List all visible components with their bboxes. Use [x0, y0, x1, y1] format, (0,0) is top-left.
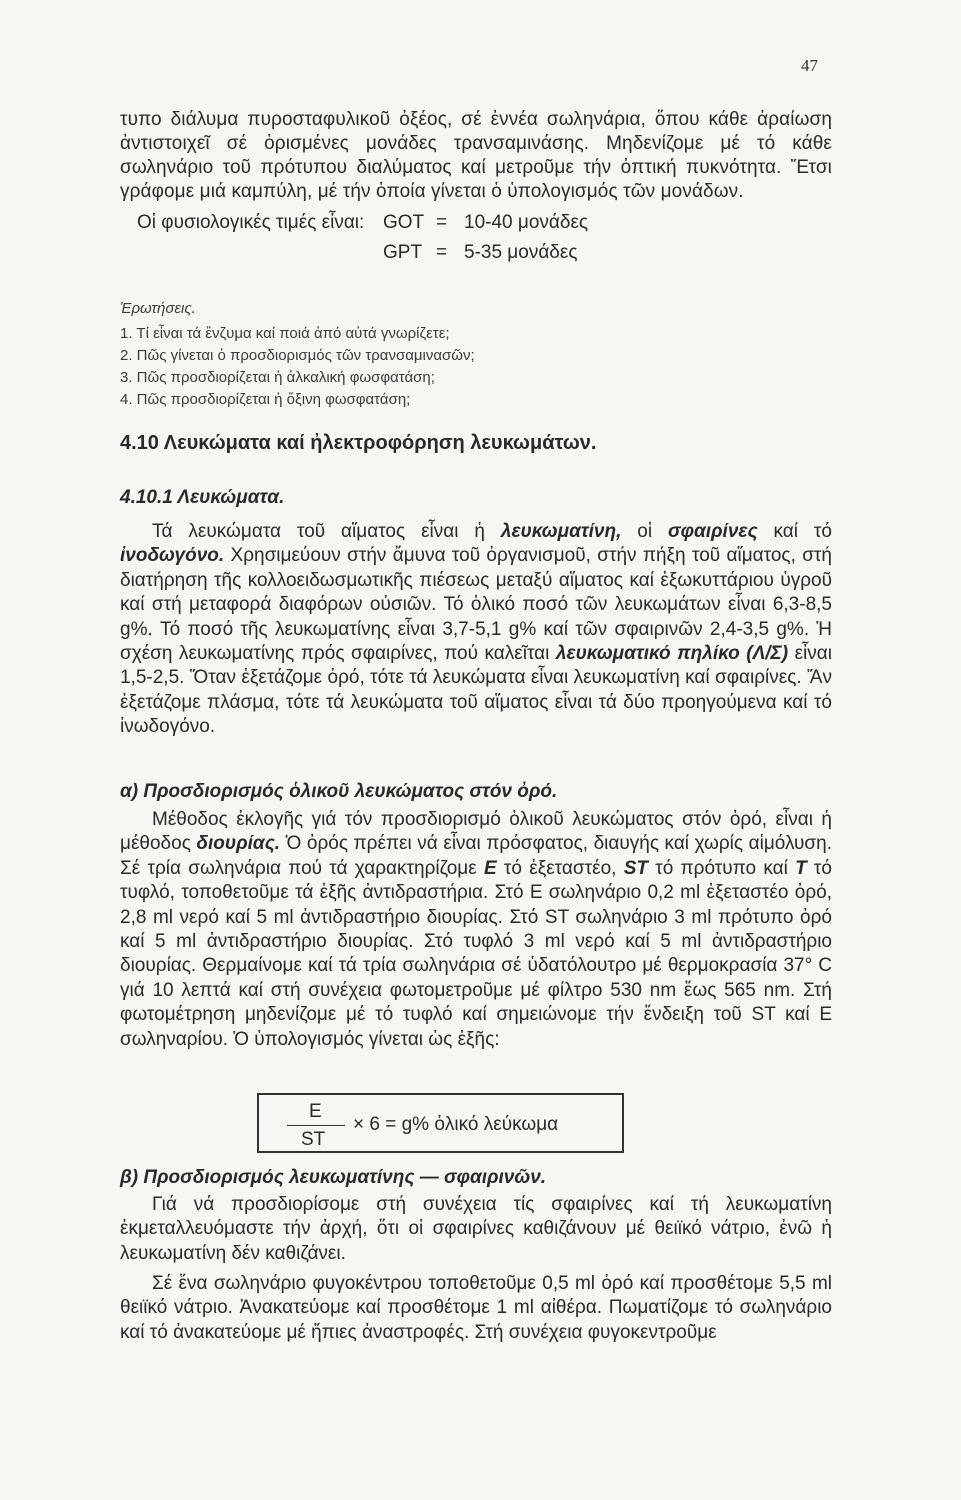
total-protein-paragraph [120, 808, 832, 1052]
enzyme-code: GOT [383, 212, 425, 233]
term-t: Τ [795, 857, 807, 879]
physiological-values-label: Οἱ φυσιολογικές τιμές εἶναι: [137, 212, 365, 233]
text-run: Γιά νά προσδιορίσομε στή συνέχεια τίς σφαιρίνες καί τή λευκωματίνη ἐκμεταλλευόμαστε τήν ἀρχή, ὅτι οἱ σφαιρίνες καθιζάνουν μέ θειϊκό νάτριο, ἐνῶ ἡ λευκωματίνη δέν καθιζάνει. [120, 1194, 832, 1264]
text-run: Σέ ἕνα σωληνάριο φυγοκέντρου τοποθετοῦμε 0,5 ml ὀρό καί προσθέτομε 5,5 ml θειϊκό νάτριο. Ἀνακατεύομε καί προσθέτομε 1 ml αἰθέρα. Πωματίζομε τό σωληνάριο καί τό ἀνακατεύομε μέ ἤπιες ἀναστροφές. Στή συνέχεια φυγοκεντροῦμε [120, 1273, 832, 1343]
heading-albumin-globulins: β) Προσδιορισμός λευκωματίνης — σφαιρινῶν. [120, 1167, 547, 1188]
question-item: 1. Τί εἶναι τά ἔνζυμα καί ποιά ἀπό αὐτά γνωρίζετε; [120, 325, 450, 342]
term-e: Ε [483, 857, 497, 879]
physiological-values-row-gpt [0, 241, 961, 265]
value-range: 10-40 μονάδες [464, 212, 589, 233]
enzyme-code: GPT [383, 242, 423, 263]
formula-box [257, 1093, 624, 1153]
questions-block [120, 298, 820, 411]
question-item: 3. Πῶς προσδιορίζεται ἡ ἀλκαλική φωσφατάση; [120, 369, 435, 386]
physiological-values-row-got [0, 211, 961, 235]
question-item: 4. Πῶς προσδιορίζεται ἡ ὄξινη φωσφατάση; [120, 391, 411, 408]
page-number: 47 [801, 56, 818, 75]
term-st: ST [623, 857, 648, 879]
term-biuret: διουρίας. [196, 833, 281, 855]
text-run: Τά λευκώματα τοῦ αἵματος εἶναι ἡ [152, 521, 501, 542]
term-globulins: σφαιρίνες [668, 521, 758, 542]
term-albumin: λευκωματίνη, [500, 521, 622, 542]
questions-list [120, 323, 820, 411]
question-item: 2. Πῶς γίνεται ὁ προσδιορισμός τῶν τρανσαμινασῶν; [120, 347, 475, 364]
fraction-bar [287, 1125, 345, 1126]
text-run: Ὁ ὀρός πρέπει νά εἶναι πρόσφατος, διαυγής καί χωρίς αἱμόλυση. Σέ τρία σωληνάρια πού τά χαρακτηρίζομε [120, 833, 832, 879]
text-run: τό τυφλό, τοποθετοῦμε τά ἑξῆς ἀντιδραστήρια. Στό Ε σωληνάριο 0,2 ml ἐξεταστέο ὀρό, 2,8 ml νερό καί 5 ml ἀντιδραστήριο διουρίας. Στό ST σωληνάριο 3 ml πρότυπο ὀρό καί 5 ml ἀντιδραστήριο διουρίας. Στό τυφλό 3 ml νερό καί 5 ml ἀντιδραστήριο διουρίας. Θερμαίνομε καί τά τρία σωληνάρια σέ ὑδατόλουτρο μέ θερμοκρασία 37° C γιά 10 λεπτά καί στή συνέχεια φωτομετροῦμε μέ φίλτρο 530 nm ἕως 565 nm. Στή φωτομέτρηση μηδενίζομε μέ τό τυφλό καί σημειώνομε τήν ἔνδειξη τοῦ ST καί Ε σωληναρίου. Ὁ ὑπολογισμός γίνεται ὡς ἑξῆς: [120, 857, 832, 1050]
questions-title: Ἐρωτήσεις. [120, 300, 196, 317]
equals-sign: = [436, 242, 448, 263]
formula-numerator: E [309, 1101, 322, 1122]
equals-sign: = [436, 212, 448, 233]
value-range: 5-35 μονάδες [464, 242, 578, 263]
text-run: οἱ [621, 521, 669, 542]
subsection-heading: 4.10.1 Λευκώματα. [120, 487, 285, 508]
term-fibrinogen: ἰνοδωγόνο. [120, 545, 225, 567]
heading-total-protein: α) Προσδιορισμός ὁλικοῦ λευκώματος στόν ὀρό. [120, 781, 558, 802]
formula-expression: × 6 = g% ὁλικό λεύκωμα [353, 1114, 559, 1135]
formula-denominator: ST [301, 1129, 326, 1150]
text-run: Χρησιμεύουν στήν ἄμυνα τοῦ ὀργανισμοῦ, στήν πήξη τοῦ αἵματος, στή διατήρηση τῆς κολλοειδωσμωτικῆς πιέσεως μεταξύ αἵματος καί ἐξωκυττάριου ὑγροῦ καί στή μεταφορά διαφόρων οὐσιῶν. Τό ὁλικό ποσό τῶν λευκωμάτων εἶναι 6,3-8,5 g%. Τό ποσό τῆς λευκωματίνης εἶναι 3,7-5,1 g% καί τῶν σφαιρινῶν 2,4-3,5 g%. Ἡ σχέση λευκωματίνης πρός σφαιρίνες, πού καλεῖται [120, 545, 832, 665]
intro-paragraph: τυπο διάλυμα πυροσταφυλικοῦ ὀξέος, σέ ἐννέα σωληνάρια, ὅπου κάθε ἀραίωση ἀντιστοιχεῖ σέ ὁρισμένες μονάδες τρανσαμινάσης. Μηδενίζομε μέ τό κάθε σωληνάριο τοῦ πρότυπου διαλύματος καί μετροῦμε τήν ὀπτική πυκνότητα. Ἔτσι γράφομε μιά καμπύλη, μέ τήν ὁποία γίνεται ὁ ὑπολογισμός τῶν μονάδων. [120, 109, 832, 202]
albumin-paragraph-2 [120, 1272, 832, 1345]
term-ag-ratio: λευκωματικό πηλίκο (Λ/Σ) [555, 643, 789, 665]
albumin-paragraph-1 [120, 1193, 832, 1266]
text-run: τό πρότυπο καί [647, 857, 796, 879]
text-run: Μέθοδος ἐκλογῆς γιά τόν προσδιορισμό ὁλικοῦ λευκώματος στόν ὀρό, εἶναι ἡ μέθοδος [120, 809, 832, 855]
text-run: καί τό [757, 521, 832, 542]
proteins-paragraph [120, 520, 832, 740]
section-heading: 4.10 Λευκώματα καί ἠλεκτροφόρηση λευκωμάτων. [120, 432, 597, 454]
text-run: τό ἐξεταστέο, [496, 857, 624, 879]
text-run: εἶναι 1,5-2,5. Ὅταν ἐξετάζομε ὀρό, τότε τά λευκώματα εἶναι λευκωματίνη καί σφαιρίνες. Ἄν ἐξετάζομε πλάσμα, τότε τά λευκώματα τοῦ αἵματος εἶναι τά δύο προηγούμενα καί τό ἰνωδογόνο. [120, 643, 832, 738]
